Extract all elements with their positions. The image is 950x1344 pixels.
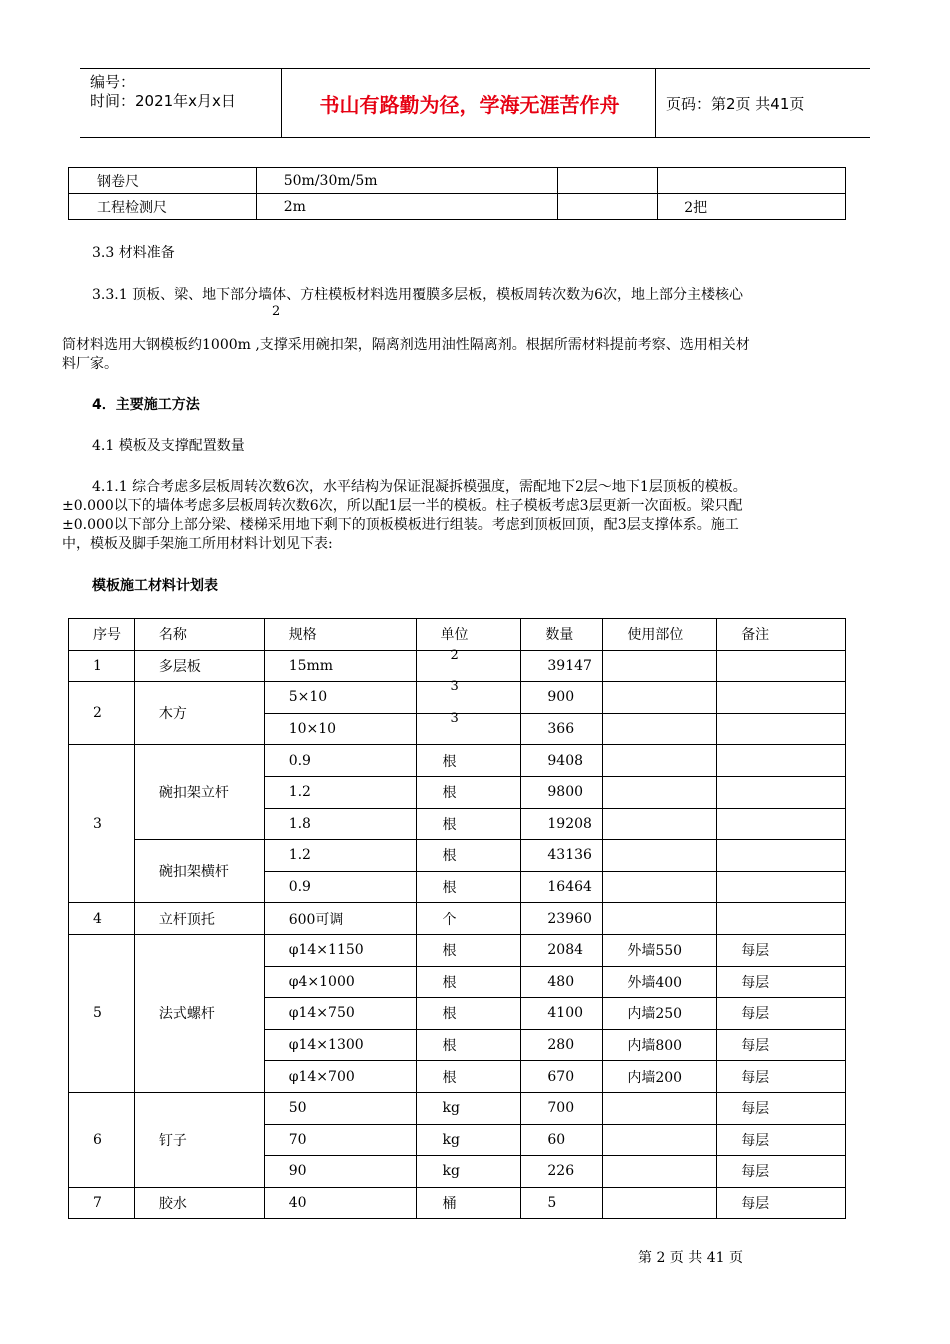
spec-cell: 1.2	[264, 776, 416, 808]
usage-part-cell	[603, 745, 717, 777]
table-row	[69, 682, 846, 714]
table-header-row	[69, 619, 846, 651]
unit-cell	[416, 1187, 521, 1219]
section-3-3-title: 3.3 材料准备	[92, 245, 175, 261]
spec-cell: 1.2	[264, 840, 416, 872]
spec-cell: φ4×1000	[264, 966, 416, 998]
note-cell	[717, 903, 846, 935]
unit-superscript: 2	[450, 647, 459, 663]
table-row	[69, 745, 846, 777]
note-cell: 每层	[717, 1187, 846, 1219]
spec-cell: φ14×1150	[264, 934, 416, 966]
row-number-cell: 5	[69, 934, 135, 1092]
note-cell: 每层	[717, 1124, 846, 1156]
unit-text: 根	[442, 816, 457, 833]
row-number-cell: 4	[69, 903, 135, 935]
material-table	[68, 618, 846, 1219]
unit-text: 个	[442, 911, 457, 928]
unit-cell	[416, 1061, 521, 1093]
usage-part-cell	[603, 871, 717, 903]
note-cell: 每层	[717, 1029, 846, 1061]
quantity-cell: 2084	[521, 934, 603, 966]
unit-cell	[416, 745, 521, 777]
note-cell: 每层	[717, 998, 846, 1030]
quantity-cell: 900	[521, 682, 603, 714]
usage-part-cell: 内墙250	[603, 998, 717, 1030]
section-4-1-1-line1: 4.1.1 综合考虑多层板周转次数6次，水平结构为保证混凝拆模强度，需配地下2层～地下1层顶板的模板。	[92, 479, 747, 495]
unit-cell	[416, 871, 521, 903]
usage-part-cell	[603, 808, 717, 840]
note-cell	[717, 840, 846, 872]
page-footer: 第 2 页 共 41 页	[638, 1250, 743, 1266]
item-name-cell: 碗扣架横杆	[134, 840, 264, 903]
unit-text: kg	[442, 1100, 460, 1117]
quantity-cell: 19208	[521, 808, 603, 840]
unit-cell	[416, 966, 521, 998]
section-4-1-1-line2: ±0.000以下的墙体考虑多层板周转次数6次，所以配1层一半的模板。柱子模板考虑3层更新一次面板。梁只配	[62, 498, 743, 514]
unit-text: kg	[442, 1163, 460, 1180]
header-cell: 备注	[717, 619, 846, 651]
row-number-cell: 2	[69, 682, 135, 745]
header-cell: 名称	[134, 619, 264, 651]
quantity-cell: 5	[521, 1187, 603, 1219]
note-cell	[717, 776, 846, 808]
row-number-cell: 6	[69, 1092, 135, 1187]
quantity-cell: 43136	[521, 840, 603, 872]
row-number-cell: 1	[69, 650, 135, 682]
quantity-cell: 23960	[521, 903, 603, 935]
unit-text: 桶	[442, 1195, 457, 1212]
unit-cell	[416, 1156, 521, 1188]
spec-cell: 40	[264, 1187, 416, 1219]
usage-part-cell: 外墙550	[603, 934, 717, 966]
quantity-cell: 60	[521, 1124, 603, 1156]
item-name-cell: 胶水	[134, 1187, 264, 1219]
spec-cell: φ14×750	[264, 998, 416, 1030]
note-cell: 每层	[717, 1156, 846, 1188]
quantity-cell: 366	[521, 713, 603, 745]
header-cell: 数量	[521, 619, 603, 651]
table-row	[69, 934, 846, 966]
spec-cell: 10×10	[264, 713, 416, 745]
item-name-cell: 碗扣架立杆	[134, 745, 264, 840]
unit-text: 根	[442, 1069, 457, 1086]
usage-part-cell	[603, 682, 717, 714]
tool-col3-cell	[558, 168, 658, 194]
item-name-cell: 法式螺杆	[134, 934, 264, 1092]
usage-part-cell	[603, 1187, 717, 1219]
usage-part-cell	[603, 1156, 717, 1188]
tool-name-cell: 钢卷尺	[69, 168, 257, 194]
unit-text: 根	[442, 974, 457, 991]
spec-cell: 600可调	[264, 903, 416, 935]
table-row	[69, 903, 846, 935]
tool-count-cell: 2把	[658, 194, 846, 220]
tool-count-cell	[658, 168, 846, 194]
table-row	[69, 650, 846, 682]
note-cell: 每层	[717, 1061, 846, 1093]
header-number: 编号：	[90, 73, 136, 91]
tool-col3-cell	[558, 194, 658, 220]
unit-cell	[416, 808, 521, 840]
item-name-cell: 立杆顶托	[134, 903, 264, 935]
table-row	[69, 1092, 846, 1124]
unit-superscript: 3	[450, 679, 459, 695]
section-3-3-1-line1: 3.3.1 顶板、梁、地下部分墙体、方柱模板材料选用覆膜多层板，模板周转次数为6次，地上部分主楼核心	[92, 287, 743, 303]
usage-part-cell	[603, 650, 717, 682]
tools-table	[68, 167, 846, 220]
header-cell: 规格	[264, 619, 416, 651]
row-number-cell: 3	[69, 745, 135, 903]
quantity-cell: 280	[521, 1029, 603, 1061]
unit-text: 根	[442, 785, 457, 802]
spec-cell: φ14×700	[264, 1061, 416, 1093]
usage-part-cell: 内墙800	[603, 1029, 717, 1061]
unit-cell	[416, 998, 521, 1030]
unit-cell	[416, 1029, 521, 1061]
header-motto: 书山有路勤为径，学海无涯苦作舟	[319, 92, 620, 117]
note-cell	[717, 713, 846, 745]
unit-text: 根	[442, 880, 457, 897]
unit-text: 根	[442, 943, 457, 960]
unit-cell	[416, 903, 521, 935]
spec-cell: 1.8	[264, 808, 416, 840]
tool-row	[69, 168, 846, 194]
section-4-1-1-line4: 中，模板及脚手架施工所用材料计划见下表:	[62, 536, 333, 552]
note-cell	[717, 871, 846, 903]
item-name-cell: 多层板	[134, 650, 264, 682]
spec-cell: 15mm	[264, 650, 416, 682]
note-cell: 每层	[717, 934, 846, 966]
usage-part-cell	[603, 903, 717, 935]
quantity-cell: 16464	[521, 871, 603, 903]
quantity-cell: 4100	[521, 998, 603, 1030]
note-cell	[717, 808, 846, 840]
item-name-cell: 钉子	[134, 1092, 264, 1187]
header-cell: 序号	[69, 619, 135, 651]
unit-text: kg	[442, 1131, 460, 1148]
quantity-cell: 670	[521, 1061, 603, 1093]
unit-cell	[416, 776, 521, 808]
quantity-cell: 700	[521, 1092, 603, 1124]
usage-part-cell	[603, 776, 717, 808]
quantity-cell: 39147	[521, 650, 603, 682]
spec-cell: 0.9	[264, 871, 416, 903]
table-row	[69, 840, 846, 872]
table-row	[69, 1187, 846, 1219]
row-number-cell: 7	[69, 1187, 135, 1219]
unit-cell	[416, 934, 521, 966]
quantity-cell: 480	[521, 966, 603, 998]
usage-part-cell	[603, 840, 717, 872]
spec-cell: 5×10	[264, 682, 416, 714]
section-3-3-1-line3: 料厂家。	[62, 356, 118, 372]
unit-cell	[416, 713, 521, 745]
unit-cell	[416, 1124, 521, 1156]
tool-spec-cell: 2m	[256, 194, 558, 220]
header-cell: 单位	[416, 619, 521, 651]
quantity-cell: 226	[521, 1156, 603, 1188]
quantity-cell: 9800	[521, 776, 603, 808]
header-time: 时间：2021年x月x日	[90, 92, 236, 110]
section-4-1-1-line3: ±0.000以下部分上部分梁、楼梯采用地下剩下的顶板模板进行组装。考虑到顶板回顶，配3层支撑体系。施工	[62, 517, 739, 533]
note-cell: 每层	[717, 966, 846, 998]
usage-part-cell: 外墙400	[603, 966, 717, 998]
unit-cell	[416, 1092, 521, 1124]
item-name-cell: 木方	[134, 682, 264, 745]
page-header	[80, 68, 870, 138]
spec-cell: 70	[264, 1124, 416, 1156]
spec-cell: φ14×1300	[264, 1029, 416, 1061]
section-3-3-1-line2: 筒材料选用大钢模板约1000m ,支撑采用碗扣架，隔离剂选用油性隔离剂。根据所需材料提前考察、选用相关材	[62, 337, 750, 353]
table-title: 模板施工材料计划表	[92, 578, 218, 594]
usage-part-cell	[603, 713, 717, 745]
tool-spec-cell: 50m/30m/5m	[256, 168, 558, 194]
spec-cell: 50	[264, 1092, 416, 1124]
superscript-2: 2	[272, 304, 281, 319]
unit-text: 根	[442, 1006, 457, 1023]
tool-row	[69, 194, 846, 220]
unit-text: 根	[442, 848, 457, 865]
note-cell: 每层	[717, 1092, 846, 1124]
spec-cell: 0.9	[264, 745, 416, 777]
usage-part-cell	[603, 1092, 717, 1124]
section-4-1-title: 4.1 模板及支撑配置数量	[92, 438, 245, 454]
unit-cell	[416, 840, 521, 872]
section-4-title: 4．主要施工方法	[92, 397, 200, 413]
unit-text: 根	[442, 753, 457, 770]
usage-part-cell	[603, 1124, 717, 1156]
note-cell	[717, 650, 846, 682]
unit-text: 根	[442, 1038, 457, 1055]
header-page-label: 页码：第2页 共41页	[666, 94, 805, 113]
unit-cell	[416, 679, 521, 714]
tool-name-cell: 工程检测尺	[69, 194, 257, 220]
unit-superscript: 3	[450, 711, 459, 727]
header-cell: 使用部位	[603, 619, 717, 651]
quantity-cell: 9408	[521, 745, 603, 777]
note-cell	[717, 745, 846, 777]
spec-cell: 90	[264, 1156, 416, 1188]
unit-cell	[416, 647, 521, 682]
usage-part-cell: 内墙200	[603, 1061, 717, 1093]
note-cell	[717, 682, 846, 714]
header-meta	[90, 73, 236, 111]
